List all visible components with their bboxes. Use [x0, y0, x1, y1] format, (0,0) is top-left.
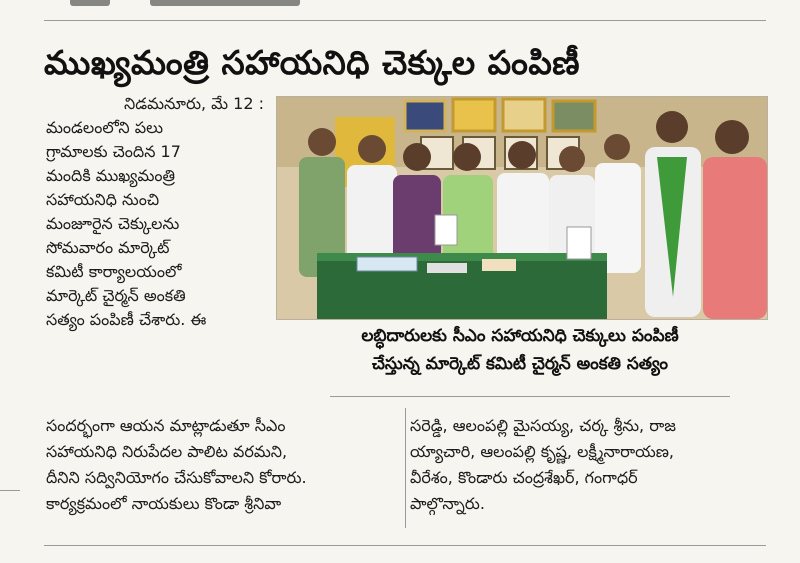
lead-line: సహాయనిధి నుంచి: [46, 190, 160, 209]
body-line: పాల్గొన్నారు.: [410, 494, 485, 513]
lead-line: మందికి ముఖ్యమంత్రి: [46, 166, 176, 185]
body-line: సహాయనిధి నిరుపేదల పాలిట వరమని,: [46, 442, 288, 461]
lead-line: నిడమనూరు, మే 12 :: [124, 94, 264, 113]
body-line: సరెడ్డి, ఆలంపల్లి మైసయ్య, చర్క శ్రీను, రాజ: [410, 416, 676, 435]
lead-line: కమిటీ కార్యాలయంలో: [46, 262, 182, 281]
news-photo: [276, 96, 768, 320]
lead-line: మార్కెట్ చైర్మన్ అంకతి: [46, 286, 186, 305]
news-photo-illustration: [277, 97, 767, 319]
article-lead-column: [46, 92, 272, 332]
lead-line: గ్రామాలకు చెందిన 17: [46, 142, 181, 161]
caption-divider: [330, 396, 730, 397]
lead-line: సత్యం పంపిణీ చేశారు. ఈ: [46, 310, 207, 329]
body-line: య్యాచారి, ఆలంపల్లి కృష్ణ, లక్ష్మీనారాయణ,: [410, 442, 675, 461]
top-divider: [44, 20, 766, 21]
article-headline: ముఖ్యమంత్రి సహాయనిధి చెక్కుల పంపిణీ: [44, 43, 581, 82]
body-right-column: [410, 413, 766, 517]
caption-line: లబ్ధిదారులకు సీఎం సహాయనిధి చెక్కులు పంపిణీ: [361, 326, 679, 346]
column-divider: [405, 408, 406, 528]
body-line: కార్యక్రమంలో నాయకులు కొండా శ్రీనివా: [46, 494, 282, 513]
photo-caption: [290, 322, 750, 378]
caption-line: చేస్తున్న మార్కెట్ కమిటీ చైర్మన్ అంకతి సత్యం: [372, 354, 668, 374]
left-margin-rule: [0, 490, 20, 491]
lead-line: మండలంలోని పలు: [46, 118, 163, 137]
body-left-column: [46, 413, 402, 517]
bottom-divider: [44, 545, 766, 546]
previous-article-fragment: [0, 0, 800, 26]
lead-line: మంజూరైన చెక్కులను: [46, 214, 180, 233]
body-line: దీనిని సద్వినియోగం చేసుకోవాలని కోరారు.: [46, 468, 307, 487]
body-line: సందర్భంగా ఆయన మాట్లాడుతూ సీఎం: [46, 416, 286, 435]
lead-line: సోమవారం మార్కెట్: [46, 238, 170, 257]
body-line: వీరేశం, కొండారు చంద్రశేఖర్, గంగాధర్: [410, 468, 638, 487]
